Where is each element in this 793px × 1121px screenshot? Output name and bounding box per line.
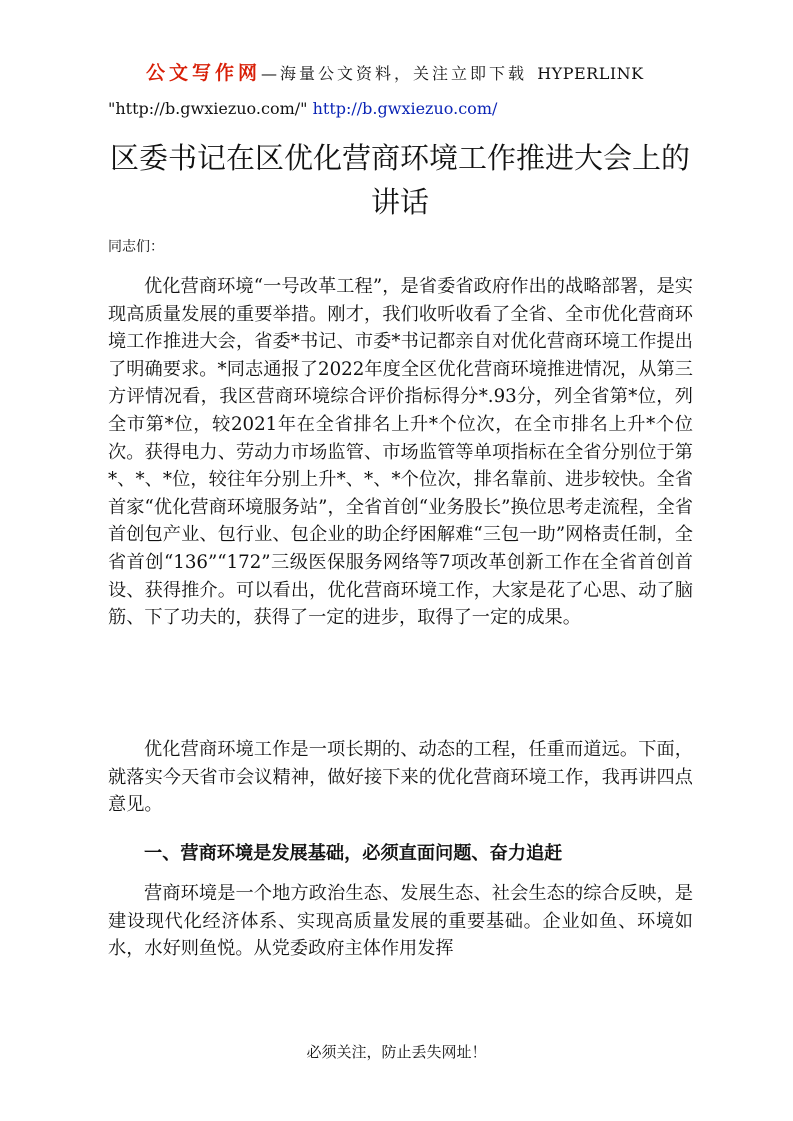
- header-tagline: —海量公文资料，关注立即下载: [261, 64, 528, 83]
- hyperlink-field-code: HYPERLINK: [537, 64, 644, 83]
- footer-notice: 必须关注，防止丢失网址！: [306, 1043, 487, 1061]
- body-paragraph-1: 优化营商环境“一号改革工程”，是省委省政府作出的战略部署，是实现高质量发展的重要举措。刚才，我们收听收看了全省、全市优化营商环境工作推进大会，省委*书记、市委*书记都亲自对优化营商环境工作提出了明确要求。*同志通报了2022年度全区优化营商环境推进情况，从第三方评情况看，我区营商环境综合评价指标得分*.93分，列全省第*位，列全市第*位，较2021年在全省排名上升*个位次，在全市排名上升*个位次。获得电力、劳动力市场监管、市场监管等单项指标在全省分别位于第*、*、*位，较往年分别上升*、*、*个位次，排名靠前、进步较快。全省首家“优化营商环境服务站”，全省首创“业务股长”换位思考走流程，全省首创包产业、包行业、包企业的助企纾困解难“三包一助”网格责任制，全省首创“136”“172”三级医保服务网络等7项改革创新工作在全省首创首设、获得推介。可以看出，优化营商环境工作，大家是花了心思、动了脑筋、下了功夫的，获得了一定的进步，取得了一定的成果。: [108, 276, 693, 629]
- header-url-link[interactable]: http://b.gwxiezuo.com/: [312, 99, 498, 118]
- section-heading-1: 一、营商环境是发展基础，必须直面问题、奋力追赶: [144, 843, 563, 864]
- body-paragraph-3: 营商环境是一个地方政治生态、发展生态、社会生态的综合反映，是建设现代化经济体系、实现高质量发展的重要基础。企业如鱼、环境如水，水好则鱼悦。从党委政府主体作用发挥: [108, 883, 693, 960]
- salutation: 同志们：: [108, 239, 164, 255]
- header-banner: [146, 58, 706, 88]
- brand-name: 公文写作网: [146, 62, 262, 84]
- document-title: 区委书记在区优化营商环境工作推进大会上的讲话: [109, 141, 690, 219]
- header-url-quoted: "http://b.gwxiezuo.com/": [108, 99, 308, 118]
- body-paragraph-2: 优化营商环境工作是一项长期的、动态的工程，任重而道远。下面，就落实今天省市会议精神，做好接下来的优化营商环境工作，我再讲四点意见。: [108, 739, 693, 816]
- header-url-line: [108, 96, 708, 122]
